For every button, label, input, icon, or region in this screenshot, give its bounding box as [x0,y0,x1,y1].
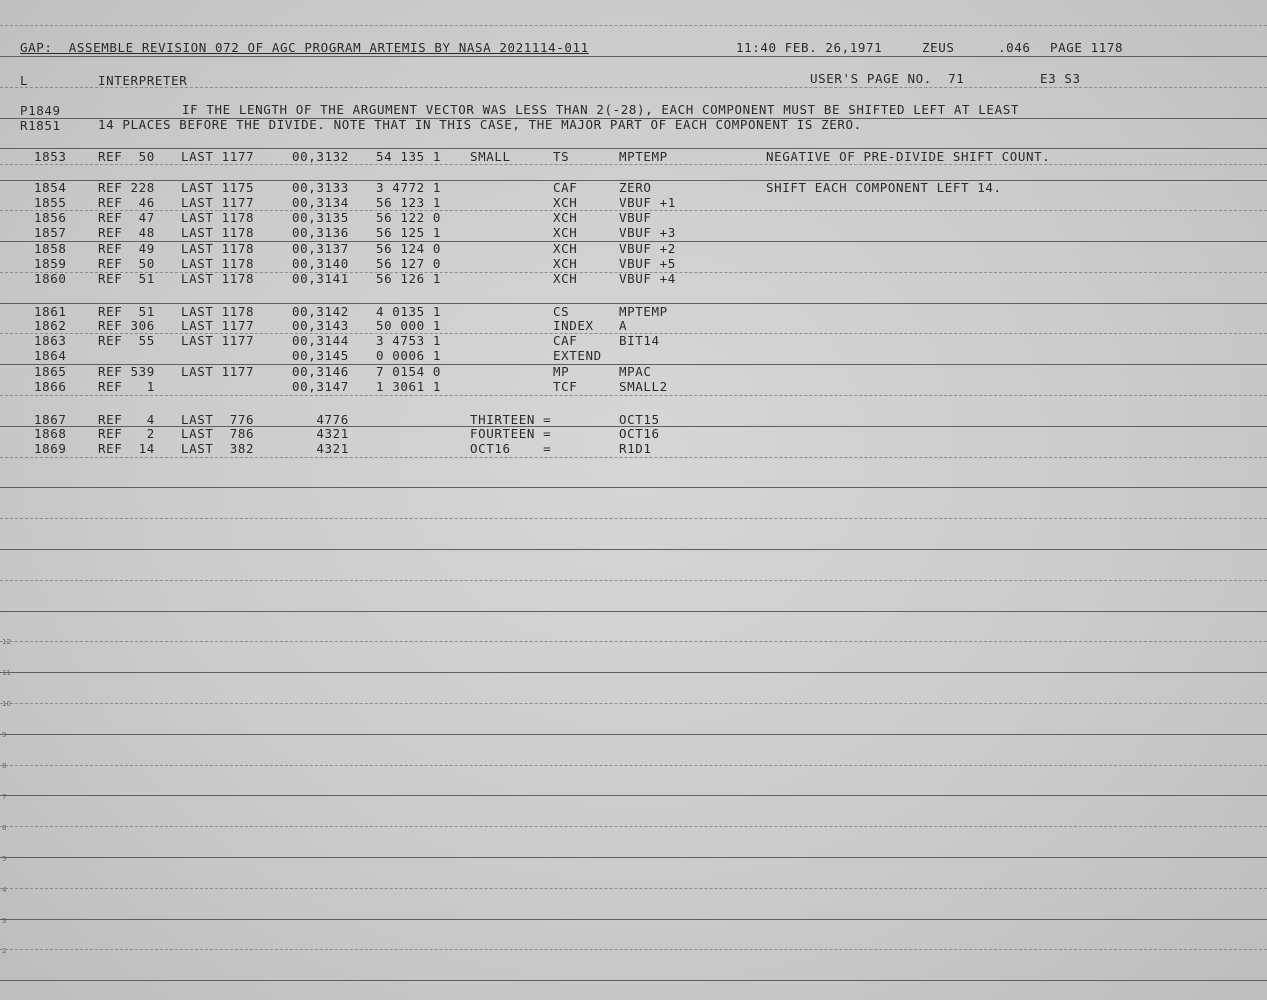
address-field: 4776 [292,412,349,427]
line-number: 1860 [34,271,67,286]
line-number: 1858 [34,241,67,256]
code-field: 50 000 1 [376,318,442,333]
last-field: LAST 776 [181,412,255,427]
code-field: 56 126 1 [376,271,442,286]
line-number: 1865 [34,364,67,379]
line-number: 1868 [34,426,67,441]
code-field: 4 0135 1 [376,304,442,319]
address-field: 00,3140 [292,256,349,271]
ref-field: REF 46 [98,195,155,210]
header-title: GAP: ASSEMBLE REVISION 072 OF AGC PROGRAM ARTEMIS BY NASA 2021114-011 [20,40,589,55]
header-system: ZEUS [922,40,955,55]
header-page: PAGE 1178 [1050,40,1124,55]
address-field: 00,3132 [292,149,349,164]
opcode-field: XCH [553,241,578,256]
last-field: LAST 1175 [181,180,255,195]
section-marker: L [20,73,29,88]
line-number: 1862 [34,318,67,333]
opcode-field: XCH [553,210,578,225]
opcode-field: XCH [553,256,578,271]
opcode-field: XCH [553,195,578,210]
label-field: OCT16 = [470,441,552,456]
opcode-field: MP [553,364,570,379]
operand-field: OCT15 [619,412,660,427]
address-field: 00,3137 [292,241,349,256]
line-number: 1859 [34,256,67,271]
line-number: 1861 [34,304,67,319]
margin-mark: 12 [2,638,11,646]
opcode-field: XCH [553,271,578,286]
line-number: 1869 [34,441,67,456]
ref-field: REF 539 [98,364,155,379]
header-seq: .046 [998,40,1031,55]
code-field: 7 0154 0 [376,364,442,379]
label-field: THIRTEEN = [470,412,552,427]
margin-mark: 7 [2,793,7,801]
last-field: LAST 1177 [181,318,255,333]
last-field: LAST 1178 [181,241,255,256]
label-field: FOURTEEN = [470,426,552,441]
address-field: 4321 [292,441,349,456]
line-number: 1854 [34,180,67,195]
address-field: 00,3144 [292,333,349,348]
margin-mark: 10 [2,700,11,708]
operand-field: VBUF +5 [619,256,676,271]
opcode-field: INDEX [553,318,594,333]
last-field: LAST 1178 [181,256,255,271]
address-field: 00,3142 [292,304,349,319]
operand-field: VBUF [619,210,652,225]
code-field: 0 0006 1 [376,348,442,363]
ref-field: REF 49 [98,241,155,256]
users-page-number: USER'S PAGE NO. 71 [810,71,965,86]
code-field: 56 125 1 [376,225,442,240]
margin-mark: 8 [2,762,7,770]
operand-field: VBUF +1 [619,195,676,210]
operand-field: BIT14 [619,333,660,348]
last-field: LAST 1177 [181,333,255,348]
last-field: LAST 1178 [181,271,255,286]
address-field: 00,3141 [292,271,349,286]
operand-field: VBUF +2 [619,241,676,256]
margin-mark: 4 [2,886,7,894]
operand-field: MPTEMP [619,149,668,164]
operand-field: R1D1 [619,441,652,456]
line-number: 1853 [34,149,67,164]
operand-field: OCT16 [619,426,660,441]
address-field: 00,3135 [292,210,349,225]
operand-field: SMALL2 [619,379,668,394]
label-field: SMALL [470,149,511,164]
operand-field: A [619,318,628,333]
code-field: 56 127 0 [376,256,442,271]
address-field: 00,3136 [292,225,349,240]
ref-field: REF 47 [98,210,155,225]
operand-field: MPAC [619,364,652,379]
ref-field: REF 14 [98,441,155,456]
line-number: 1857 [34,225,67,240]
margin-mark: 11 [2,669,11,677]
comment-text: IF THE LENGTH OF THE ARGUMENT VECTOR WAS LESS THAN 2(-28), EACH COMPONENT MUST BE SHIFTED LEFT AT LEAST [182,102,1019,117]
line-number: 1866 [34,379,67,394]
last-field: LAST 1178 [181,304,255,319]
operand-field: MPTEMP [619,304,668,319]
code-field: 1 3061 1 [376,379,442,394]
comment-text: 14 PLACES BEFORE THE DIVIDE. NOTE THAT IN THIS CASE, THE MAJOR PART OF EACH COMPONENT IS ZERO. [98,117,862,132]
header-datetime: 11:40 FEB. 26,1971 [736,40,883,55]
ref-field: REF 2 [98,426,155,441]
margin-mark: 9 [2,731,7,739]
last-field: LAST 1178 [181,210,255,225]
ref-field: REF 306 [98,318,155,333]
last-field: LAST 382 [181,441,255,456]
address-field: 00,3147 [292,379,349,394]
code-field: 56 123 1 [376,195,442,210]
code-field: 56 122 0 [376,210,442,225]
comment-id: R1851 [20,118,61,133]
line-number: 1864 [34,348,67,363]
address-field: 4321 [292,426,349,441]
last-field: LAST 1177 [181,364,255,379]
margin-mark: 6 [2,824,7,832]
opcode-field: TCF [553,379,578,394]
operand-field: ZERO [619,180,652,195]
ref-field: REF 1 [98,379,155,394]
code-field: 54 135 1 [376,149,442,164]
code-field: 3 4772 1 [376,180,442,195]
ref-field: REF 51 [98,271,155,286]
code-field: 56 124 0 [376,241,442,256]
opcode-field: CS [553,304,570,319]
opcode-field: CAF [553,180,578,195]
section-title: INTERPRETER [98,73,188,88]
opcode-field: TS [553,149,570,164]
operand-field: VBUF +4 [619,271,676,286]
ref-field: REF 51 [98,304,155,319]
last-field: LAST 1178 [181,225,255,240]
margin-mark: 5 [2,855,7,863]
last-field: LAST 1177 [181,195,255,210]
ref-field: REF 4 [98,412,155,427]
ref-field: REF 50 [98,256,155,271]
line-number: 1863 [34,333,67,348]
address-field: 00,3133 [292,180,349,195]
margin-mark: 2 [2,947,7,955]
code-field: 3 4753 1 [376,333,442,348]
ref-field: REF 48 [98,225,155,240]
comment-field: SHIFT EACH COMPONENT LEFT 14. [766,180,1002,195]
comment-id: P1849 [20,103,61,118]
address-field: 00,3143 [292,318,349,333]
opcode-field: EXTEND [553,348,602,363]
line-number: 1867 [34,412,67,427]
comment-field: NEGATIVE OF PRE-DIVIDE SHIFT COUNT. [766,149,1051,164]
operand-field: VBUF +3 [619,225,676,240]
line-number: 1855 [34,195,67,210]
last-field: LAST 786 [181,426,255,441]
last-field: LAST 1177 [181,149,255,164]
address-field: 00,3145 [292,348,349,363]
ref-field: REF 50 [98,149,155,164]
address-field: 00,3146 [292,364,349,379]
section-code: E3 S3 [1040,71,1081,86]
opcode-field: CAF [553,333,578,348]
opcode-field: XCH [553,225,578,240]
ref-field: REF 228 [98,180,155,195]
margin-mark: 3 [2,917,7,925]
line-number: 1856 [34,210,67,225]
ref-field: REF 55 [98,333,155,348]
address-field: 00,3134 [292,195,349,210]
